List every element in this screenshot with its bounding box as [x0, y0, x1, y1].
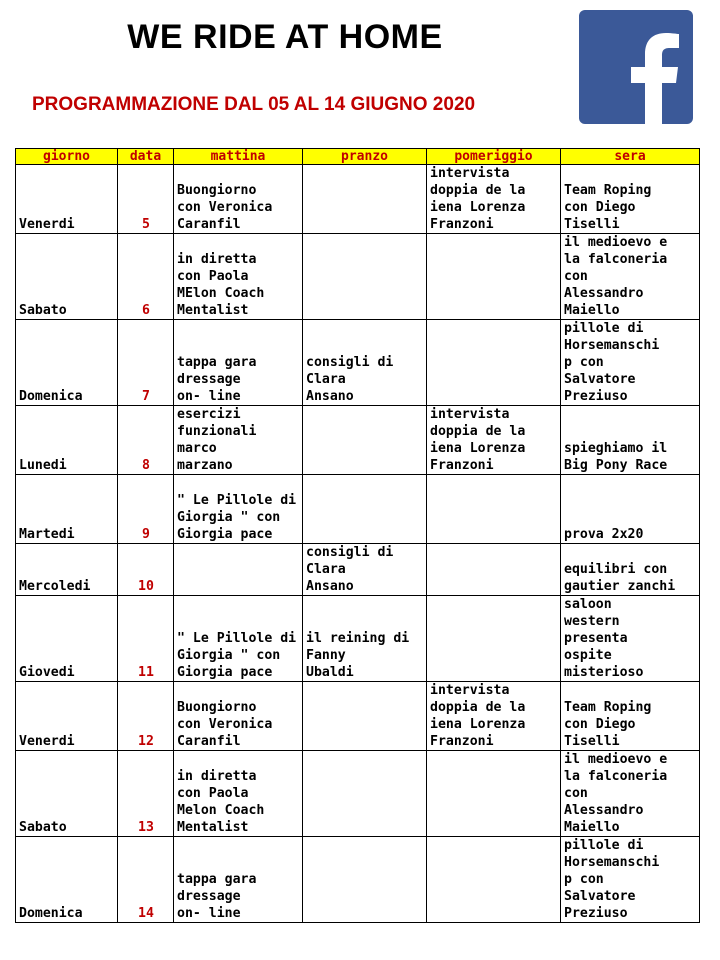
cell-giorno: Sabato — [16, 751, 118, 837]
header-pranzo: pranzo — [303, 149, 427, 165]
table-row — [16, 544, 700, 596]
page-subtitle: PROGRAMMAZIONE DAL 05 AL 14 GIUGNO 2020 — [32, 94, 476, 115]
cell-data: 12 — [118, 682, 174, 751]
header-mattina: mattina — [174, 149, 303, 165]
cell-sera: il medioevo e la falconeria con Alessandro Maiello — [561, 751, 700, 837]
cell-sera: Team Roping con Diego Tiselli — [561, 682, 700, 751]
cell-pranzo — [303, 406, 427, 475]
cell-sera: Team Roping con Diego Tiselli — [561, 165, 700, 234]
table-row — [16, 596, 700, 682]
table-row — [16, 682, 700, 751]
cell-data: 8 — [118, 406, 174, 475]
cell-pomeriggio: intervista doppia de la iena Lorenza Franzoni — [427, 682, 561, 751]
cell-giorno: Domenica — [16, 320, 118, 406]
cell-pranzo: consigli di Clara Ansano — [303, 544, 427, 596]
header-row — [16, 149, 700, 165]
cell-data: 13 — [118, 751, 174, 837]
cell-pranzo: il reining di Fanny Ubaldi — [303, 596, 427, 682]
header-giorno: giorno — [16, 149, 118, 165]
table-row — [16, 751, 700, 837]
table-row — [16, 475, 700, 544]
cell-sera: equilibri con gautier zanchi — [561, 544, 700, 596]
header-data: data — [118, 149, 174, 165]
cell-pomeriggio — [427, 234, 561, 320]
header-pomeriggio: pomeriggio — [427, 149, 561, 165]
cell-pranzo — [303, 682, 427, 751]
cell-pomeriggio — [427, 751, 561, 837]
cell-data: 14 — [118, 837, 174, 923]
cell-sera: pillole di Horsemanschi p con Salvatore Preziuso — [561, 320, 700, 406]
cell-giorno: Venerdi — [16, 165, 118, 234]
table-row — [16, 837, 700, 923]
facebook-icon[interactable] — [579, 10, 693, 124]
cell-pranzo — [303, 165, 427, 234]
cell-mattina: in diretta con Paola Melon Coach Mentalist — [174, 751, 303, 837]
cell-pomeriggio: intervista doppia de la iena Lorenza Franzoni — [427, 165, 561, 234]
cell-sera: prova 2x20 — [561, 475, 700, 544]
cell-pranzo — [303, 475, 427, 544]
cell-pomeriggio: intervista doppia de la iena Lorenza Franzoni — [427, 406, 561, 475]
facebook-f-glyph — [579, 10, 693, 124]
cell-pomeriggio — [427, 475, 561, 544]
cell-pranzo — [303, 837, 427, 923]
cell-sera: spieghiamo il Big Pony Race — [561, 406, 700, 475]
cell-sera: il medioevo e la falconeria con Alessandro Maiello — [561, 234, 700, 320]
table-row — [16, 320, 700, 406]
cell-mattina: " Le Pillole di Giorgia " con Giorgia pace — [174, 475, 303, 544]
table-row — [16, 406, 700, 475]
cell-pranzo — [303, 751, 427, 837]
cell-data: 9 — [118, 475, 174, 544]
cell-mattina: in diretta con Paola MElon Coach Mentalist — [174, 234, 303, 320]
cell-sera: saloon western presenta ospite misterioso — [561, 596, 700, 682]
cell-giorno: Domenica — [16, 837, 118, 923]
cell-pomeriggio — [427, 320, 561, 406]
cell-mattina — [174, 544, 303, 596]
cell-mattina: Buongiorno con Veronica Caranfil — [174, 165, 303, 234]
cell-giorno: Martedi — [16, 475, 118, 544]
cell-mattina: tappa gara dressage on- line — [174, 837, 303, 923]
cell-data: 11 — [118, 596, 174, 682]
cell-giorno: Sabato — [16, 234, 118, 320]
cell-data: 6 — [118, 234, 174, 320]
cell-pomeriggio — [427, 837, 561, 923]
table-row — [16, 234, 700, 320]
cell-mattina: " Le Pillole di Giorgia " con Giorgia pace — [174, 596, 303, 682]
cell-data: 5 — [118, 165, 174, 234]
header-sera: sera — [561, 149, 700, 165]
cell-pomeriggio — [427, 544, 561, 596]
cell-mattina: Buongiorno con Veronica Caranfil — [174, 682, 303, 751]
cell-mattina: tappa gara dressage on- line — [174, 320, 303, 406]
cell-giorno: Mercoledi — [16, 544, 118, 596]
cell-pranzo — [303, 234, 427, 320]
page-title: WE RIDE AT HOME — [127, 18, 443, 56]
cell-giorno: Venerdi — [16, 682, 118, 751]
cell-giorno: Giovedi — [16, 596, 118, 682]
cell-pranzo: consigli di Clara Ansano — [303, 320, 427, 406]
cell-mattina: esercizi funzionali marco marzano — [174, 406, 303, 475]
schedule-table — [15, 148, 700, 923]
cell-giorno: Lunedi — [16, 406, 118, 475]
cell-data: 7 — [118, 320, 174, 406]
cell-data: 10 — [118, 544, 174, 596]
cell-pomeriggio — [427, 596, 561, 682]
table-row — [16, 165, 700, 234]
cell-sera: pillole di Horsemanschi p con Salvatore Preziuso — [561, 837, 700, 923]
